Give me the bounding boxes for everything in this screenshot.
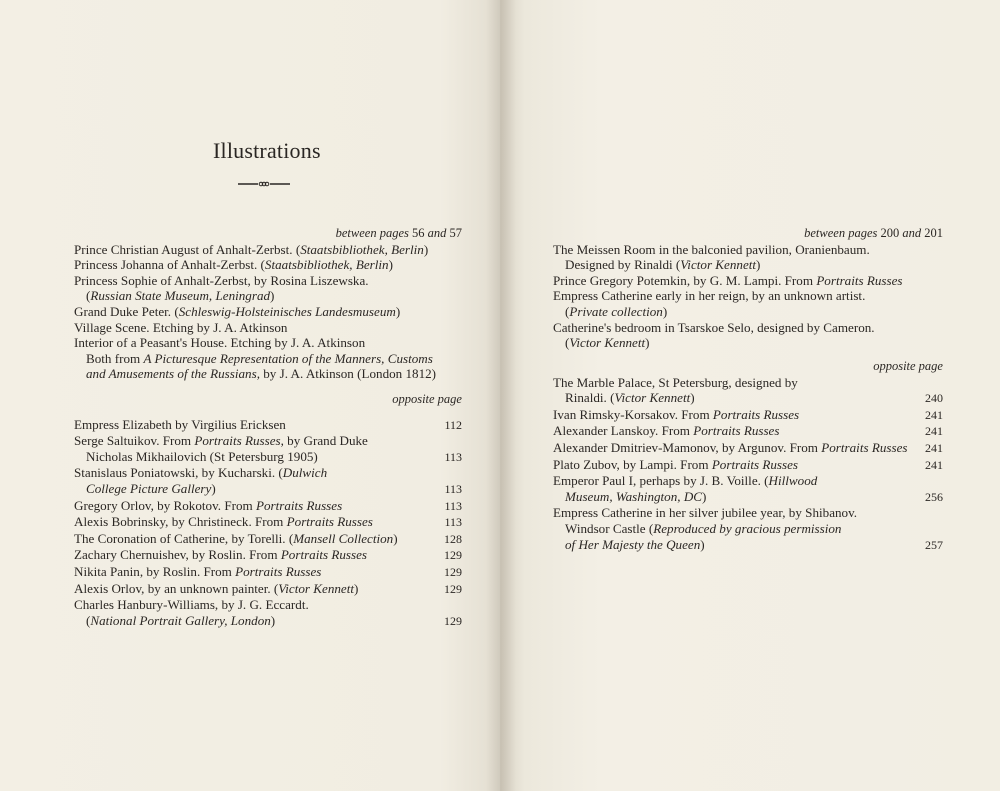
- page-number: 256: [925, 489, 943, 504]
- caption-line: Princess Johanna of Anhalt-Zerbst. (Staatsbibliothek, Berlin): [74, 257, 393, 273]
- page-number: 129: [444, 613, 462, 628]
- list-item: Ivan Rimsky-Korsakov. From Portraits Russes 241: [553, 406, 943, 422]
- page-number: 129: [444, 548, 462, 563]
- page-number: 257: [925, 537, 943, 552]
- caption-line: Grand Duke Peter. (Schleswig-Holsteinisches Landesmuseum): [74, 303, 401, 319]
- section-header: opposite page: [392, 392, 462, 406]
- caption-line: Prince Christian August of Anhalt-Zerbst. (Staatsbibliothek, Berlin): [74, 241, 429, 257]
- page-number: 241: [925, 440, 943, 455]
- list-item: Alexis Bobrinsky, by Christineck. From Portraits Russes 113: [74, 514, 462, 530]
- caption-line: Prince Gregory Potemkin, by G. M. Lampi. From Portraits Russes: [553, 272, 903, 288]
- list-item: Empress Elizabeth by Virgilius Ericksen 112: [74, 416, 462, 432]
- page-number: 113: [444, 449, 462, 464]
- list-item: Emperor Paul I, perhaps by J. B. Voille. (Hillwood: [553, 473, 818, 489]
- list-item: of Her Majesty the Queen) 257: [565, 536, 943, 552]
- list-item: Alexis Orlov, by an unknown painter. (Victor Kennett) 129: [74, 580, 462, 596]
- left-between-pages-section: [74, 226, 462, 382]
- page-number: 241: [925, 457, 943, 472]
- page-number: 113: [444, 498, 462, 513]
- section-header: between pages 56 and 57: [335, 226, 462, 240]
- page-number: 129: [444, 581, 462, 596]
- list-item: Alexander Lanskoy. From Portraits Russes 241: [553, 423, 943, 439]
- page-number: 128: [444, 531, 462, 546]
- list-item: Rinaldi. (Victor Kennett) 240: [565, 390, 943, 406]
- page-number: 240: [925, 391, 943, 406]
- caption-line: Village Scene. Etching by J. A. Atkinson: [74, 319, 288, 335]
- list-item: (National Portrait Gallery, London) 129: [86, 612, 462, 628]
- list-item: Plato Zubov, by Lampi. From Portraits Russes 241: [553, 456, 943, 472]
- page-number: 241: [925, 424, 943, 439]
- list-item: Nicholas Mikhailovich (St Petersburg 1905) 113: [86, 448, 462, 464]
- list-item: Windsor Castle (Reproduced by gracious permission: [565, 520, 842, 536]
- list-item: The Coronation of Catherine, by Torelli. (Mansell Collection) 128: [74, 530, 462, 546]
- page-number: 112: [444, 417, 462, 432]
- list-item: Stanislaus Poniatowski, by Kucharski. (Dulwich: [74, 465, 328, 481]
- caption-line: (Private collection): [565, 303, 668, 319]
- caption-line: (Russian State Museum, Leningrad): [86, 288, 275, 304]
- caption-line: (Victor Kennett): [565, 335, 650, 351]
- list-item: Empress Catherine in her silver jubilee year, by Shibanov.: [553, 505, 858, 521]
- caption-line: Empress Catherine early in her reign, by an unknown artist.: [553, 288, 866, 304]
- page-number: 129: [444, 564, 462, 579]
- page-number: 113: [444, 481, 462, 496]
- page-title: Illustrations: [213, 138, 321, 163]
- caption-line: and Amusements of the Russians, by J. A. Atkinson (London 1812): [86, 366, 437, 382]
- page-number: 113: [444, 515, 462, 530]
- list-item: Serge Saltuikov. From Portraits Russes, by Grand Duke: [74, 433, 368, 449]
- book-gutter: [486, 0, 516, 791]
- section-header: opposite page: [873, 359, 943, 373]
- list-item: Charles Hanbury-Williams, by J. G. Eccardt.: [74, 597, 309, 613]
- caption-line: Princess Sophie of Anhalt-Zerbst, by Rosina Liszewska.: [74, 272, 369, 288]
- right-opposite-page-section: [553, 359, 943, 553]
- list-item: Museum, Washington, DC) 256: [565, 488, 943, 504]
- list-item: Alexander Dmitriev-Mamonov, by Argunov. From Portraits Russes 241: [553, 439, 943, 455]
- list-item: The Marble Palace, St Petersburg, designed by: [553, 374, 798, 390]
- caption-line: The Meissen Room in the balconied pavilion, Oranienbaum.: [553, 241, 870, 257]
- list-item: Nikita Panin, by Roslin. From Portraits Russes 129: [74, 563, 462, 579]
- caption-line: Designed by Rinaldi (Victor Kennett): [565, 257, 761, 273]
- left-opposite-page-section: [74, 392, 462, 629]
- caption-line: Catherine's bedroom in Tsarskoe Selo, designed by Cameron.: [553, 319, 875, 335]
- list-item: College Picture Gallery) 113: [86, 480, 462, 496]
- list-item: Zachary Chernuishev, by Roslin. From Portraits Russes 129: [74, 547, 462, 563]
- ornament-divider-icon: [236, 180, 292, 188]
- page-number: 241: [925, 407, 943, 422]
- list-item: Gregory Orlov, by Rokotov. From Portraits Russes 113: [74, 497, 462, 513]
- caption-line: Both from A Picturesque Representation of the Manners, Customs: [86, 350, 433, 366]
- right-between-pages-section: [553, 226, 943, 351]
- section-header: between pages 200 and 201: [804, 226, 943, 240]
- caption-line: Interior of a Peasant's House. Etching by J. A. Atkinson: [74, 335, 366, 351]
